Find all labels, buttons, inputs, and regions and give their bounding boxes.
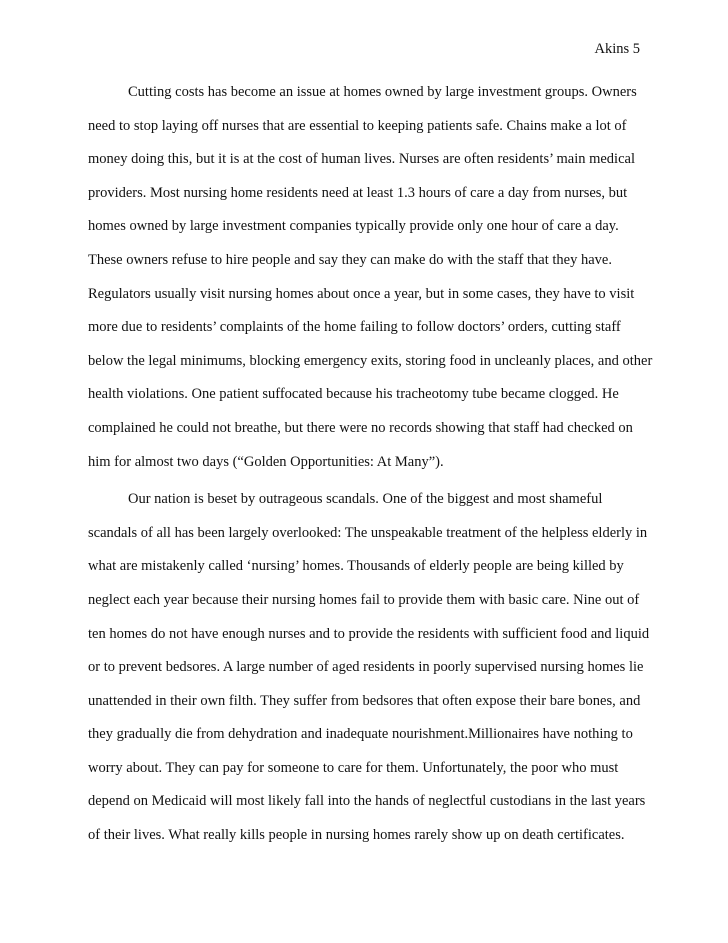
- text-line: ten homes do not have enough nurses and to provide the residents with sufficient food and liquid: [88, 625, 650, 642]
- text-line: These owners refuse to hire people and say they can make do with the staff that they have.: [88, 251, 612, 268]
- text-line: below the legal minimums, blocking emergency exits, storing food in uncleanly places, and other: [88, 352, 653, 369]
- text-line: need to stop laying off nurses that are essential to keeping patients safe. Chains make a lot of: [88, 117, 627, 134]
- text-line: or to prevent bedsores. A large number of aged residents in poorly supervised nursing homes lie: [88, 659, 644, 676]
- text-line: providers. Most nursing home residents need at least 1.3 hours of care a day from nurses, but: [88, 184, 628, 201]
- text-line: they gradually die from dehydration and inadequate nourishment.Millionaires have nothing to: [88, 726, 633, 743]
- text-line: unattended in their own filth. They suffer from bedsores that often expose their bare bones, and: [88, 692, 641, 709]
- text-line: Our nation is beset by outrageous scandals. One of the biggest and most shameful: [128, 491, 603, 508]
- text-line: money doing this, but it is at the cost of human lives. Nurses are often residents’ main medical: [88, 151, 635, 168]
- text-line: Cutting costs has become an issue at homes owned by large investment groups. Owners: [128, 84, 637, 100]
- text-line: more due to residents’ complaints of the home failing to follow doctors’ orders, cutting staff: [88, 319, 621, 336]
- text-line: scandals of all has been largely overlooked: The unspeakable treatment of the helpless elderly in: [88, 524, 648, 541]
- text-line: health violations. One patient suffocated because his tracheotomy tube became clogged. He: [88, 386, 619, 403]
- paragraph-1: [88, 83, 653, 486]
- text-line: depend on Medicaid will most likely fall into the hands of neglectful custodians in the last years: [88, 793, 646, 810]
- body-text: [88, 83, 653, 860]
- running-head: Akins 5: [594, 41, 640, 57]
- text-line: worry about. They can pay for someone to care for them. Unfortunately, the poor who must: [88, 759, 619, 776]
- text-line: Regulators usually visit nursing homes about once a year, but in some cases, they have to visit: [88, 285, 635, 302]
- text-line: what are mistakenly called ‘nursing’ homes. Thousands of elderly people are being killed by: [88, 558, 624, 575]
- text-line: complained he could not breathe, but there were no records showing that staff had checked on: [88, 419, 633, 436]
- paragraph-2: [88, 490, 648, 860]
- text-line: neglect each year because their nursing homes fail to provide them with basic care. Nine out of: [88, 591, 640, 608]
- text-line: of their lives. What really kills people in nursing homes rarely show up on death certificates.: [88, 827, 625, 844]
- text-line: him for almost two days (“Golden Opportunities: At Many”).: [88, 453, 444, 470]
- text-line: homes owned by large investment companies typically provide only one hour of care a day.: [88, 218, 619, 235]
